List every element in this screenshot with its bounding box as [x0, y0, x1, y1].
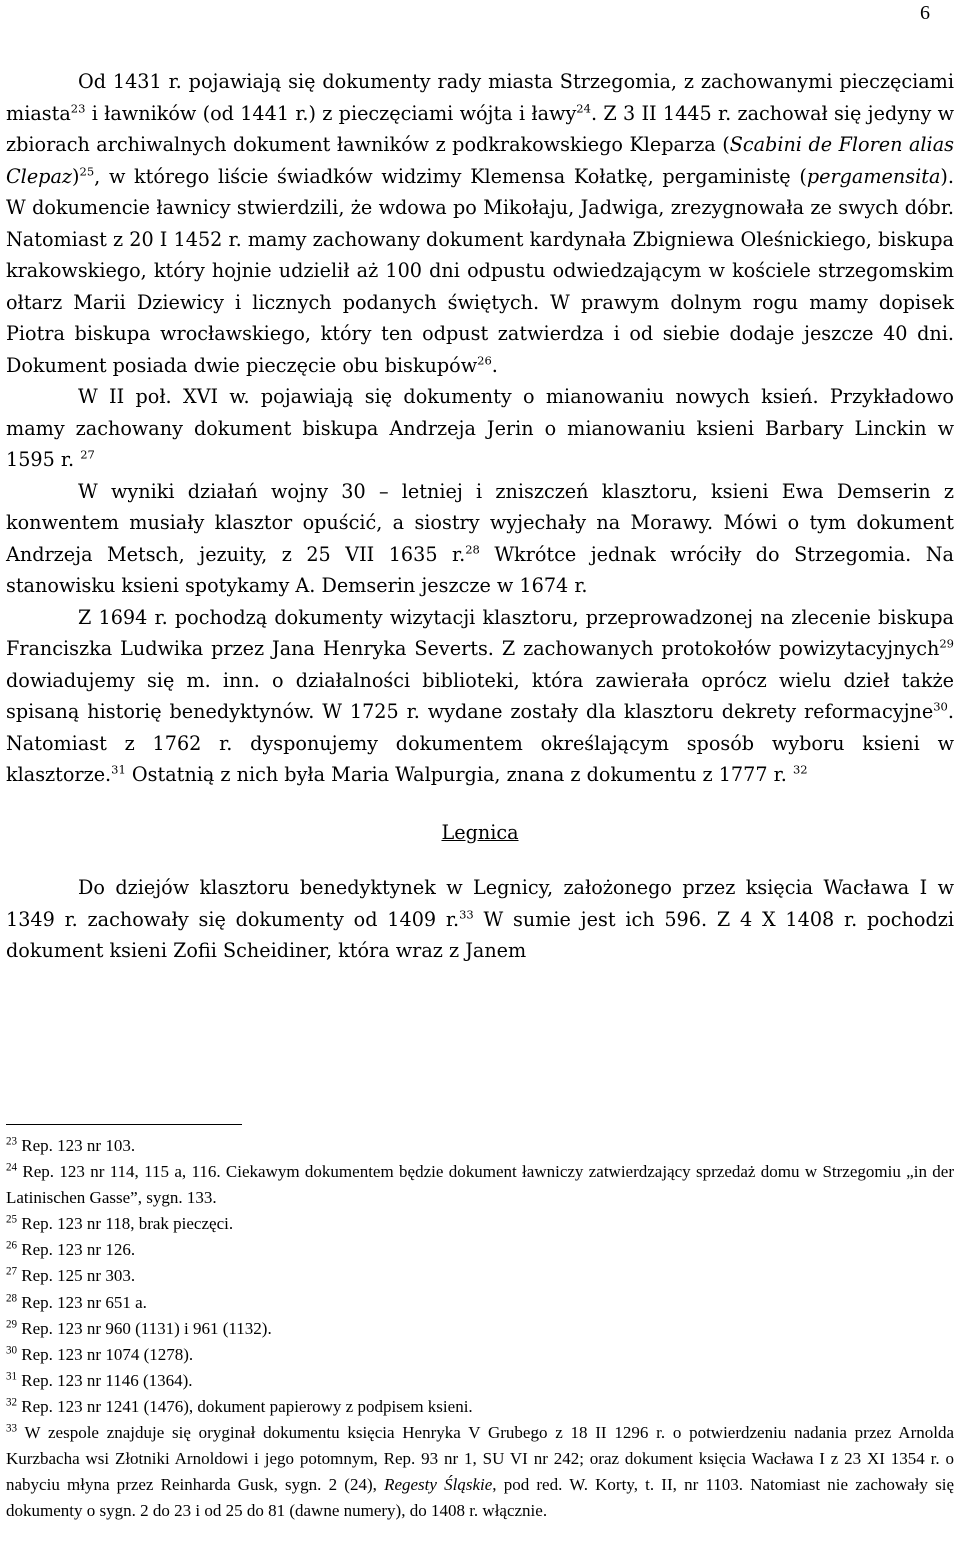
paragraph-2: W II poł. XVI w. pojawiają się dokumenty o mianowaniu nowych ksień. Przykładowo mamy zachowany dokument biskupa Andrzeja Jerin o mianowaniu ksieni Barbary Linckin w 1595 r. $^{27}$ [6, 385, 954, 471]
paragraph-5: Do dziejów klasztoru benedyktynek w Legnicy, założonego przez księcia Wacława I w 1349 r. zachowały się dokumenty od 1409 r.$^{33}$ W sumie jest ich 596. Z 4 X 1408 r. pochodzi dokument ksieni Zofii Scheidiner, która wraz z Janem [6, 876, 954, 962]
paragraph-4: Z 1694 r. pochodzą dokumenty wizytacji klasztoru, przeprowadzonej na zlecenie biskupa Franciszka Ludwika przez Jana Henryka Severts. Z zachowanych protokołów powizytacyjnych$^{29}$ dowiadujemy się m. inn. o działalności biblioteki, która zawierała oprócz wielu dzieł także spisaną historię benedyktynów. W 1725 r. wydane zostały dla klasztoru dekrety reformacyjne$^{30}$. Natomiast z 1762 r. dysponujemy dokumentem określającym sposób wyboru ksieni w klasztorze.$^{31}$ Ostatnią z nich była Maria Walpurgia, znana z dokumentu z 1777 r. $^{32}$ [6, 605, 954, 786]
footnote-27: $^{27}$ Rep. 125 nr 303. [6, 1265, 136, 1286]
footnote-25: $^{25}$ Rep. 123 nr 118, brak pieczęci. [6, 1213, 234, 1234]
italic-title: Regesty Śląskie [384, 1475, 493, 1495]
footnotes [6, 1133, 954, 1524]
footnote-31: $^{31}$ Rep. 123 nr 1146 (1364). [6, 1370, 193, 1390]
footnote-33: $^{33}$ W zespole znajduje się oryginał dokumentu księcia Henryka V Grubego z 18 II 1296 r. o potwierdzeniu nadania przez Arnolda Kurzbacha wsi Złotniki Arnoldowi i jego potomnym, Rep. 93 nr 1, SU VI nr 242; oraz dokument księcia Wacława I z 23 XI 1354 r. o nabyciu młyna przez Reinharda Gusk, sygn. 2 (24), Regesty Śląskie, pod red. W. Korty, t. II, nr 1103. Natomiast nie zachowały się dokumenty o sygn. 2 do 23 i od 25 do 81 (dawne numery), do 1408 r. włącznie. [6, 1422, 955, 1521]
footnote-26: $^{26}$ Rep. 123 nr 126. [6, 1239, 136, 1260]
footnote-separator [6, 1124, 242, 1125]
footnote-28: $^{28}$ Rep. 123 nr 651 a. [6, 1291, 147, 1312]
section-title: Legnica [441, 820, 519, 844]
footnote-ref-32: 32 [792, 762, 808, 777]
footnote-ref-31: 31 [111, 762, 126, 777]
footnote-ref-27: 27 [80, 447, 95, 462]
paragraph-1: Od 1431 r. pojawiają się dokumenty rady miasta Strzegomia, z zachowanymi pieczęciami miasta$^{23}$ i ławników (od 1441 r.) z pieczęciami wójta i ławy$^{24}$. Z 3 II 1445 r. zachował się jedyny w zbiorach archiwalnych dokument ławników z podkrakowskiego Kleparza (Scabini de Floren alias Clepaz)$^{25}$, w którego liście świadków widzimy Klemensa Kołatkę, pergaministę (pergamensita). W dokumencie ławnicy stwierdzili, że wdowa po Mikołaju, Jadwiga, zrezygnowała ze swych dóbr. Natomiast z 20 I 1452 r. mamy zachowany dokument kardynała Zbigniewa Oleśnickiego, biskupa krakowskiego, który hojnie udzielił aż 100 dni odpustu odwiedzającym w kościele strzegomskim ołtarz Marii Dziewicy i licznych podanych świętych. W prawym dolnym rogu mamy dopisek Piotra biskupa wrocławskiego, który ten odpust zatwierdza i od siebie dodaje jeszcze 40 dni. Dokument posiada dwie pieczęcie obu biskupów$^{26}$. [6, 70, 954, 377]
footnote-ref-24: 24 [576, 101, 591, 116]
footnote-ref-25: 25 [79, 164, 95, 179]
paragraph-3: W wyniki działań wojny 30 – letniej i zniszczeń klasztoru, ksieni Ewa Demserin z konwentem musiały klasztor opuścić, a siostry wyjechały na Morawy. Mówi o tym dokument Andrzeja Metsch, jezuity, z 25 VII 1635 r.$^{28}$ Wkrótce jednak wróciły do Strzegomia. Na stanowisku ksieni spotykamy A. Demserin jeszcze w 1674 r. [6, 479, 954, 597]
main-text [6, 66, 954, 967]
footnote-23: $^{23}$ Rep. 123 nr 103. [6, 1135, 136, 1155]
page-number: 6 [920, 2, 930, 24]
footnote-ref-29: 29 [939, 636, 954, 651]
latin-term: pergamensita [806, 164, 941, 188]
footnote-24: $^{24}$ Rep. 123 nr 114, 115 a, 116. Ciekawym dokumentem będzie dokument ławniczy zatwierdzający sprzedaż domu w Strzegomiu „in der Latinischen Gasse”, sygn. 133. [6, 1161, 954, 1208]
footnote-32: $^{32}$ Rep. 123 nr 1241 (1476), dokument papierowy z podpisem ksieni. [6, 1396, 473, 1416]
footnote-ref-26: 26 [477, 353, 492, 368]
footnote-ref-23: 23 [70, 101, 86, 116]
latin-quote: Scabini de Floren alias Clepaz [6, 133, 954, 188]
footnote-ref-30: 30 [933, 699, 948, 714]
footnote-29: $^{29}$ Rep. 123 nr 960 (1131) i 961 (1132). [6, 1318, 272, 1338]
footnote-30: $^{30}$ Rep. 123 nr 1074 (1278). [6, 1344, 194, 1364]
footnote-ref-33: 33 [459, 907, 474, 922]
footnote-ref-28: 28 [465, 542, 480, 557]
